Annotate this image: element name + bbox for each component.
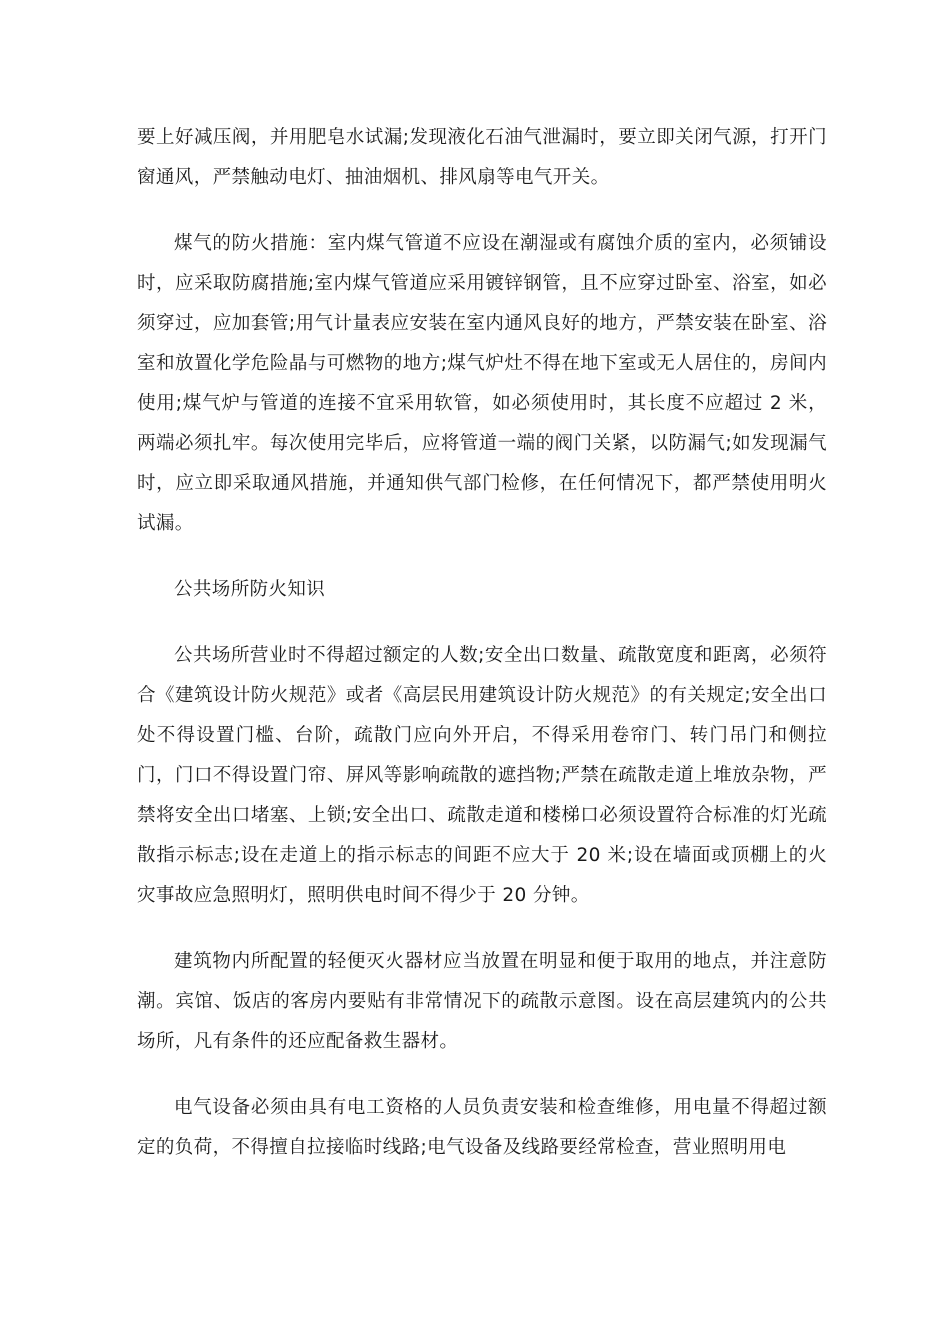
paragraph-public-places-rules: 公共场所营业时不得超过额定的人数;安全出口数量、疏散宽度和距离，必须符合《建筑设计防火规范》或者《高层民用建筑设计防火规范》的有关规定;安全出口处不得设置门槛、台阶，疏散门应向外开启，不得采用卷帘门、转门吊门和侧拉门，门口不得设置门帘、屏风等影响疏散的遮挡物;严禁在疏散走道上堆放杂物，严禁将安全出口堵塞、上锁;安全出口、疏散走道和楼梯口必须设置符合标准的灯光疏散指示标志;设在走道上的指示标志的间距不应大于 20 米;设在墙面或顶棚上的火灾事故应急照明灯，照明供电时间不得少于 20 分钟。 [137,645,827,906]
paragraph-extinguishers: 建筑物内所配置的轻便灭火器材应当放置在明显和便于取用的地点，并注意防潮。宾馆、饭店的客房内要贴有非常情况下的疏散示意图。设在高层建筑内的公共场所，凡有条件的还应配备救生器材。 [137,951,827,1052]
document-page [137,118,827,1194]
paragraph-lpg-safety-continued: 要上好减压阀，并用肥皂水试漏;发现液化石油气泄漏时，要立即关闭气源，打开门窗通风，严禁触动电灯、抽油烟机、排风扇等电气开关。 [137,127,827,188]
paragraph-gas-fire-measures: 煤气的防火措施：室内煤气管道不应设在潮湿或有腐蚀介质的室内，必须铺设时，应采取防腐措施;室内煤气管道应采用镀锌钢管，且不应穿过卧室、浴室，如必须穿过，应加套管;用气计量表应安装在室内通风良好的地方，严禁安装在卧室、浴室和放置化学危险晶与可燃物的地方;煤气炉灶不得在地下室或无人居住的，房间内使用;煤气炉与管道的连接不宜采用软管，如必须使用时，其长度不应超过 2 米，两端必须扎牢。每次使用完毕后，应将管道一端的阀门关紧，以防漏气;如发现漏气时，应立即采取通风措施，并通知供气部门检修，在任何情况下，都严禁使用明火试漏。 [137,233,827,534]
section-heading-public-places: 公共场所防火知识 [174,579,326,600]
paragraph-electrical-equipment: 电气设备必须由具有电工资格的人员负责安装和检查维修，用电量不得超过额定的负荷，不得擅自拉接临时线路;电气设备及线路要经常检查，营业照明用电 [137,1097,827,1158]
